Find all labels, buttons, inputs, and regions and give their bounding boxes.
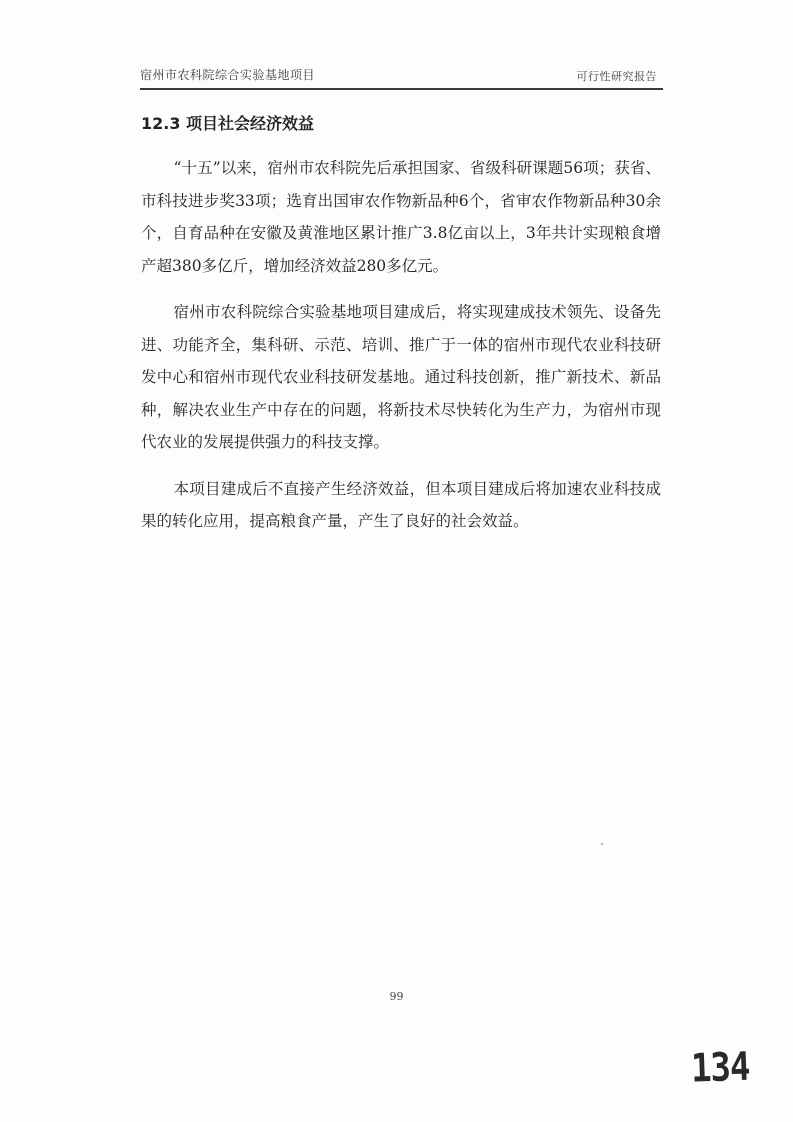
- paragraph-project-goals: 宿州市农科院综合实验基地项目建成后，将实现建成技术领先、设备先进、功能齐全，集科研、示范、培训、推广于一体的宿州市现代农业科技研发中心和宿州市现代农业科技研发基地。通过科技创新，推广新技术、新品种，解决农业生产中存在的问题，将新技术尽快转化为生产力，为宿州市现代农业的发展提供强力的科技支撑。: [141, 303, 661, 451]
- page-number: 99: [389, 990, 404, 1003]
- handwritten-page-stamp: 134: [689, 1043, 750, 1093]
- header-report-type: 可行性研究报告: [576, 70, 657, 83]
- header-project-title: 宿州市农科院综合实验基地项目: [140, 68, 316, 82]
- page-header: [140, 62, 663, 90]
- scan-speck: [601, 843, 603, 845]
- section-title: 12.3 项目社会经济效益: [141, 114, 315, 133]
- page-content: [141, 110, 661, 552]
- paragraph-social-benefit: 本项目建成后不直接产生经济效益，但本项目建成后将加速农业科技成果的转化应用，提高粮食产量，产生了良好的社会效益。: [141, 479, 661, 530]
- paragraph-achievements: “十五”以来，宿州市农科院先后承担国家、省级科研课题56项；获省、市科技进步奖33项；选育出国审农作物新品种6个，省审农作物新品种30余个，自育品种在安徽及黄淮地区累计推广3.8亿亩以上，3年共计实现粮食增产超380多亿斤，增加经济效益280多亿元。: [141, 159, 661, 275]
